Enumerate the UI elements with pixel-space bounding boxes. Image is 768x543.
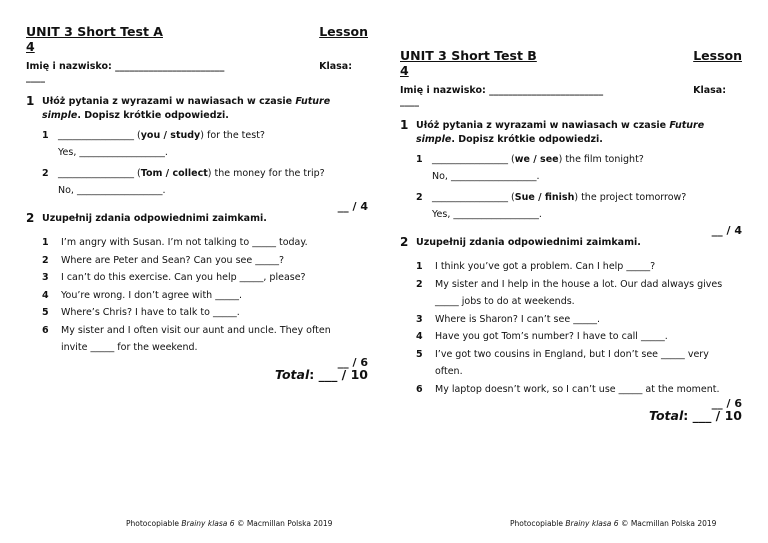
test-b-title: UNIT 3 Short Test B: [400, 48, 537, 63]
sentence-item: 4 You’re wrong. I don’t agree with _____.: [42, 289, 242, 301]
sentence-item: 5 Where’s Chris? I have to talk to _____.: [42, 307, 240, 318]
task-instruction: Uzupełnij zdania odpowiednimi zaimkami.: [416, 237, 641, 248]
test-a-task-1-score: __ / 4: [337, 200, 368, 213]
test-a-name-field: Imię i nazwisko: _______________________: [26, 61, 225, 72]
test-b-lesson-number: 4: [400, 63, 409, 78]
question-item: 1 ________________ (you / study) for the test?: [42, 130, 265, 141]
test-a-task-2-items: [26, 234, 368, 357]
question-item: 2 ________________ (Sue / finish) the project tomorrow?: [416, 192, 687, 203]
test-b-name-field: Imię i nazwisko: ________________________: [400, 85, 604, 96]
test-b-task-1-score: __ / 4: [711, 224, 742, 237]
test-a-name-row: [26, 61, 368, 73]
sentence-item: 6 My laptop doesn’t work, so I can’t use _____ at the moment.: [416, 383, 720, 395]
task-instruction: Ułóż pytania z wyrazami w nawiasach w czasie Future simple. Dopisz krótkie odpowiedzi.: [416, 120, 705, 145]
test-b-lesson: Lesson: [693, 48, 742, 63]
test-a-class-label: Klasa:: [319, 61, 352, 72]
test-a-header: [26, 24, 368, 40]
footer-copyright-a: Photocopiable Brainy klasa 6 © Macmillan Polska 2019: [126, 519, 333, 528]
answer-line: Yes, __________________.: [58, 147, 168, 158]
test-a-total: Total: ___ / 10: [275, 366, 368, 382]
question-item: 2 ________________ (Tom / collect) the money for the trip?: [42, 168, 325, 179]
task-number: 2: [400, 235, 409, 249]
sentence-item: 2 My sister and I help in the house a lot. Our dad always gives: [416, 278, 723, 290]
test-b-task-2-items: [400, 258, 742, 398]
test-a: [26, 24, 368, 382]
test-b-total: Total: ___ / 10: [649, 408, 742, 423]
test-b-class-blank: ____: [400, 96, 419, 107]
question-item: 1 ________________ (we / see) the film tonight?: [416, 154, 644, 165]
sentence-item-continued: _____ jobs to do at weekends.: [435, 296, 575, 307]
test-b-task-1: [400, 119, 742, 147]
footer-copyright-b: Photocopiable Brainy klasa 6 © Macmillan Polska 2019: [510, 519, 717, 528]
test-a-task-2-score: __ / 6: [337, 355, 368, 369]
sentence-item: 3 Where is Sharon? I can’t see _____.: [416, 313, 600, 325]
sentence-item-continued: invite _____ for the weekend.: [61, 342, 198, 353]
test-b: [400, 48, 742, 423]
answer-line: No, __________________.: [432, 171, 540, 182]
sentence-item: 4 Have you got Tom’s number? I have to call _____.: [416, 331, 668, 342]
test-a-title: UNIT 3 Short Test A: [26, 24, 163, 39]
answer-line: No, __________________.: [58, 185, 166, 196]
test-a-lesson: Lesson: [319, 24, 368, 39]
test-a-task-1-items: [26, 129, 368, 197]
sentence-item: 5 I’ve got two cousins in England, but I don’t see _____ very: [416, 348, 709, 360]
test-b-task-2: [400, 236, 742, 250]
test-a-task-1: [26, 95, 368, 123]
task-instruction: Uzupełnij zdania odpowiednimi zaimkami.: [42, 213, 267, 224]
test-b-task-1-items: [400, 153, 742, 221]
sentence-item: 1 I’m angry with Susan. I’m not talking to _____ today.: [42, 237, 308, 248]
sentence-item: 1 I think you’ve got a problem. Can I help _____?: [416, 261, 656, 272]
sentence-item: 3 I can’t do this exercise. Can you help _____, please?: [42, 272, 306, 283]
test-a-class-blank: ____: [26, 72, 45, 83]
test-b-class-label: Klasa:: [693, 85, 726, 96]
test-b-task-2-score: __ / 6: [711, 397, 742, 410]
answer-line: Yes, __________________.: [432, 209, 542, 220]
test-a-lesson-number: 4: [26, 39, 35, 54]
test-b-header: [400, 48, 742, 64]
test-a-task-2: [26, 212, 368, 226]
task-number: 1: [26, 94, 35, 108]
task-instruction: Ułóż pytania z wyrazami w nawiasach w czasie Future simple. Dopisz krótkie odpowiedzi.: [42, 96, 331, 121]
sentence-item: 6 My sister and I often visit our aunt and uncle. They often: [42, 324, 331, 336]
sentence-item-continued: often.: [435, 366, 463, 377]
test-b-name-row: [400, 85, 742, 97]
sentence-item: 2 Where are Peter and Sean? Can you see _____?: [42, 254, 285, 266]
task-number: 2: [26, 211, 35, 225]
task-number: 1: [400, 118, 409, 132]
